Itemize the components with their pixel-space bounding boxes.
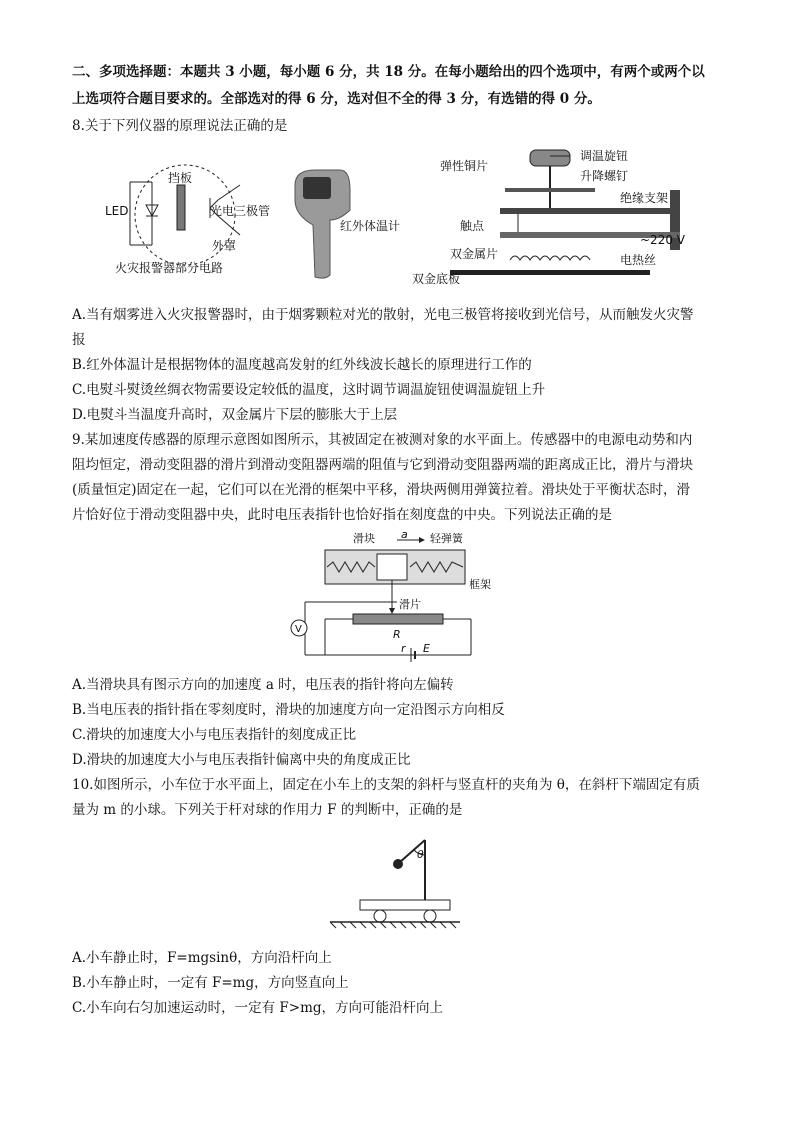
- fig2-label: 红外体温计: [340, 219, 401, 233]
- q8-option-c: C.电熨斗熨烫丝绸衣物需要设定较低的温度，这时调节调温旋钮使调温旋钮上升: [72, 382, 546, 398]
- q9-stem-line-4: 片恰好位于滑动变阻器中央，此时电压表指针也恰好指在刻度盘的中央。下列说法正确的是: [72, 507, 612, 523]
- q9-fig-block: 滑块: [353, 532, 375, 545]
- accelerometer-figure: [285, 530, 525, 665]
- q9-fig-voltmeter: V: [295, 624, 302, 635]
- q8-option-a-line-2: 报: [72, 332, 86, 348]
- fig3-contact: 触点: [460, 219, 485, 233]
- q9-option-a: A.当滑块具有图示方向的加速度 a 时，电压表的指针将向左偏转: [72, 677, 454, 693]
- section-header-line-2: 上选项符合题目要求的。全部选对的得 6 分，选对但不全的得 3 分，有选错的得 0 分。: [72, 91, 601, 107]
- q8-option-a-line-1: A.当有烟雾进入火灾报警器时，由于烟雾颗粒对光的散射，光电三极管将接收到光信号，从而触发火灾警: [72, 307, 694, 323]
- fig3-heater: 电热丝: [620, 253, 657, 267]
- fig1-led-label: LED: [105, 204, 129, 218]
- q10-option-b: B.小车静止时，一定有 F=mg，方向竖直向上: [72, 975, 349, 991]
- fig3-support: 绝缘支架: [620, 191, 669, 205]
- q8-stem: 8.关于下列仪器的原理说法正确的是: [72, 118, 288, 134]
- fig3-voltage: ~220 V: [640, 233, 685, 247]
- q9-fig-internal-r: r: [401, 642, 406, 655]
- q9-fig-slider: 滑片: [399, 598, 421, 611]
- fig3-screw: 升降螺钉: [580, 169, 629, 183]
- q9-option-b: B.当电压表的指针指在零刻度时，滑块的加速度方向一定沿图示方向相反: [72, 702, 505, 718]
- q9-stem-line-2: 阻均恒定，滑动变阻器的滑片到滑动变阻器两端的阻值与它到滑动变阻器两端的距离成正比，滑片与滑块: [72, 457, 693, 473]
- fig3-copper: 弹性铜片: [440, 159, 489, 173]
- q9-fig-a: a: [401, 530, 408, 541]
- fig1-caption: 火灾报警器部分电路: [115, 261, 224, 275]
- q9-fig-frame: 框架: [469, 578, 491, 591]
- fig3-bimetal: 双金属片: [450, 247, 499, 261]
- q10-option-c: C.小车向右匀加速运动时，一定有 F>mg，方向可能沿杆向上: [72, 1000, 444, 1016]
- fig1-cover-label: 外罩: [212, 239, 237, 253]
- q9-fig-spring: 轻弹簧: [430, 532, 463, 545]
- q9-stem-line-3: (质量恒定)固定在一起，它们可以在光滑的框架中平移，滑块两侧用弹簧拉着。滑块处于平衡状态时，滑: [72, 482, 691, 498]
- q9-fig-emf: E: [423, 642, 430, 655]
- q10-fig-theta: θ: [417, 848, 424, 861]
- iron-figure: [410, 140, 710, 290]
- q8-option-d: D.电熨斗当温度升高时，双金属片下层的膨胀大于上层: [72, 407, 398, 423]
- section-header-line-1: 二、多项选择题：本题共 3 小题，每小题 6 分，共 18 分。在每小题给出的四个选项中，有两个或两个以: [72, 64, 705, 80]
- fire-alarm-figure: [100, 160, 290, 280]
- fig1-baffle-label: 挡板: [168, 171, 193, 185]
- q10-stem-line-2: 量为 m 的小球。下列关于杆对球的作用力 F 的判断中，正确的是: [72, 802, 463, 818]
- q10-option-a: A.小车静止时，F=mgsinθ，方向沿杆向上: [72, 950, 332, 966]
- fig1-photo-label: 光电三极管: [210, 204, 271, 218]
- q10-stem-line-1: 10.如图所示，小车位于水平面上，固定在小车上的支架的斜杆与竖直杆的夹角为 θ，在斜杆下端固定有质: [72, 777, 700, 793]
- thermometer-figure: [285, 165, 415, 285]
- q9-fig-r-label: R: [393, 628, 401, 641]
- cart-figure: [330, 830, 470, 935]
- q8-option-b: B.红外体温计是根据物体的温度越高发射的红外线波长越长的原理进行工作的: [72, 357, 532, 373]
- q9-option-d: D.滑块的加速度大小与电压表指针偏离中央的角度成正比: [72, 752, 411, 768]
- q9-option-c: C.滑块的加速度大小与电压表指针的刻度成正比: [72, 727, 357, 743]
- fig3-knob: 调温旋钮: [580, 149, 629, 163]
- q9-stem-line-1: 9.某加速度传感器的原理示意图如图所示，其被固定在被测对象的水平面上。传感器中的电源电动势和内: [72, 432, 693, 448]
- fig3-base: 双金底板: [412, 272, 461, 286]
